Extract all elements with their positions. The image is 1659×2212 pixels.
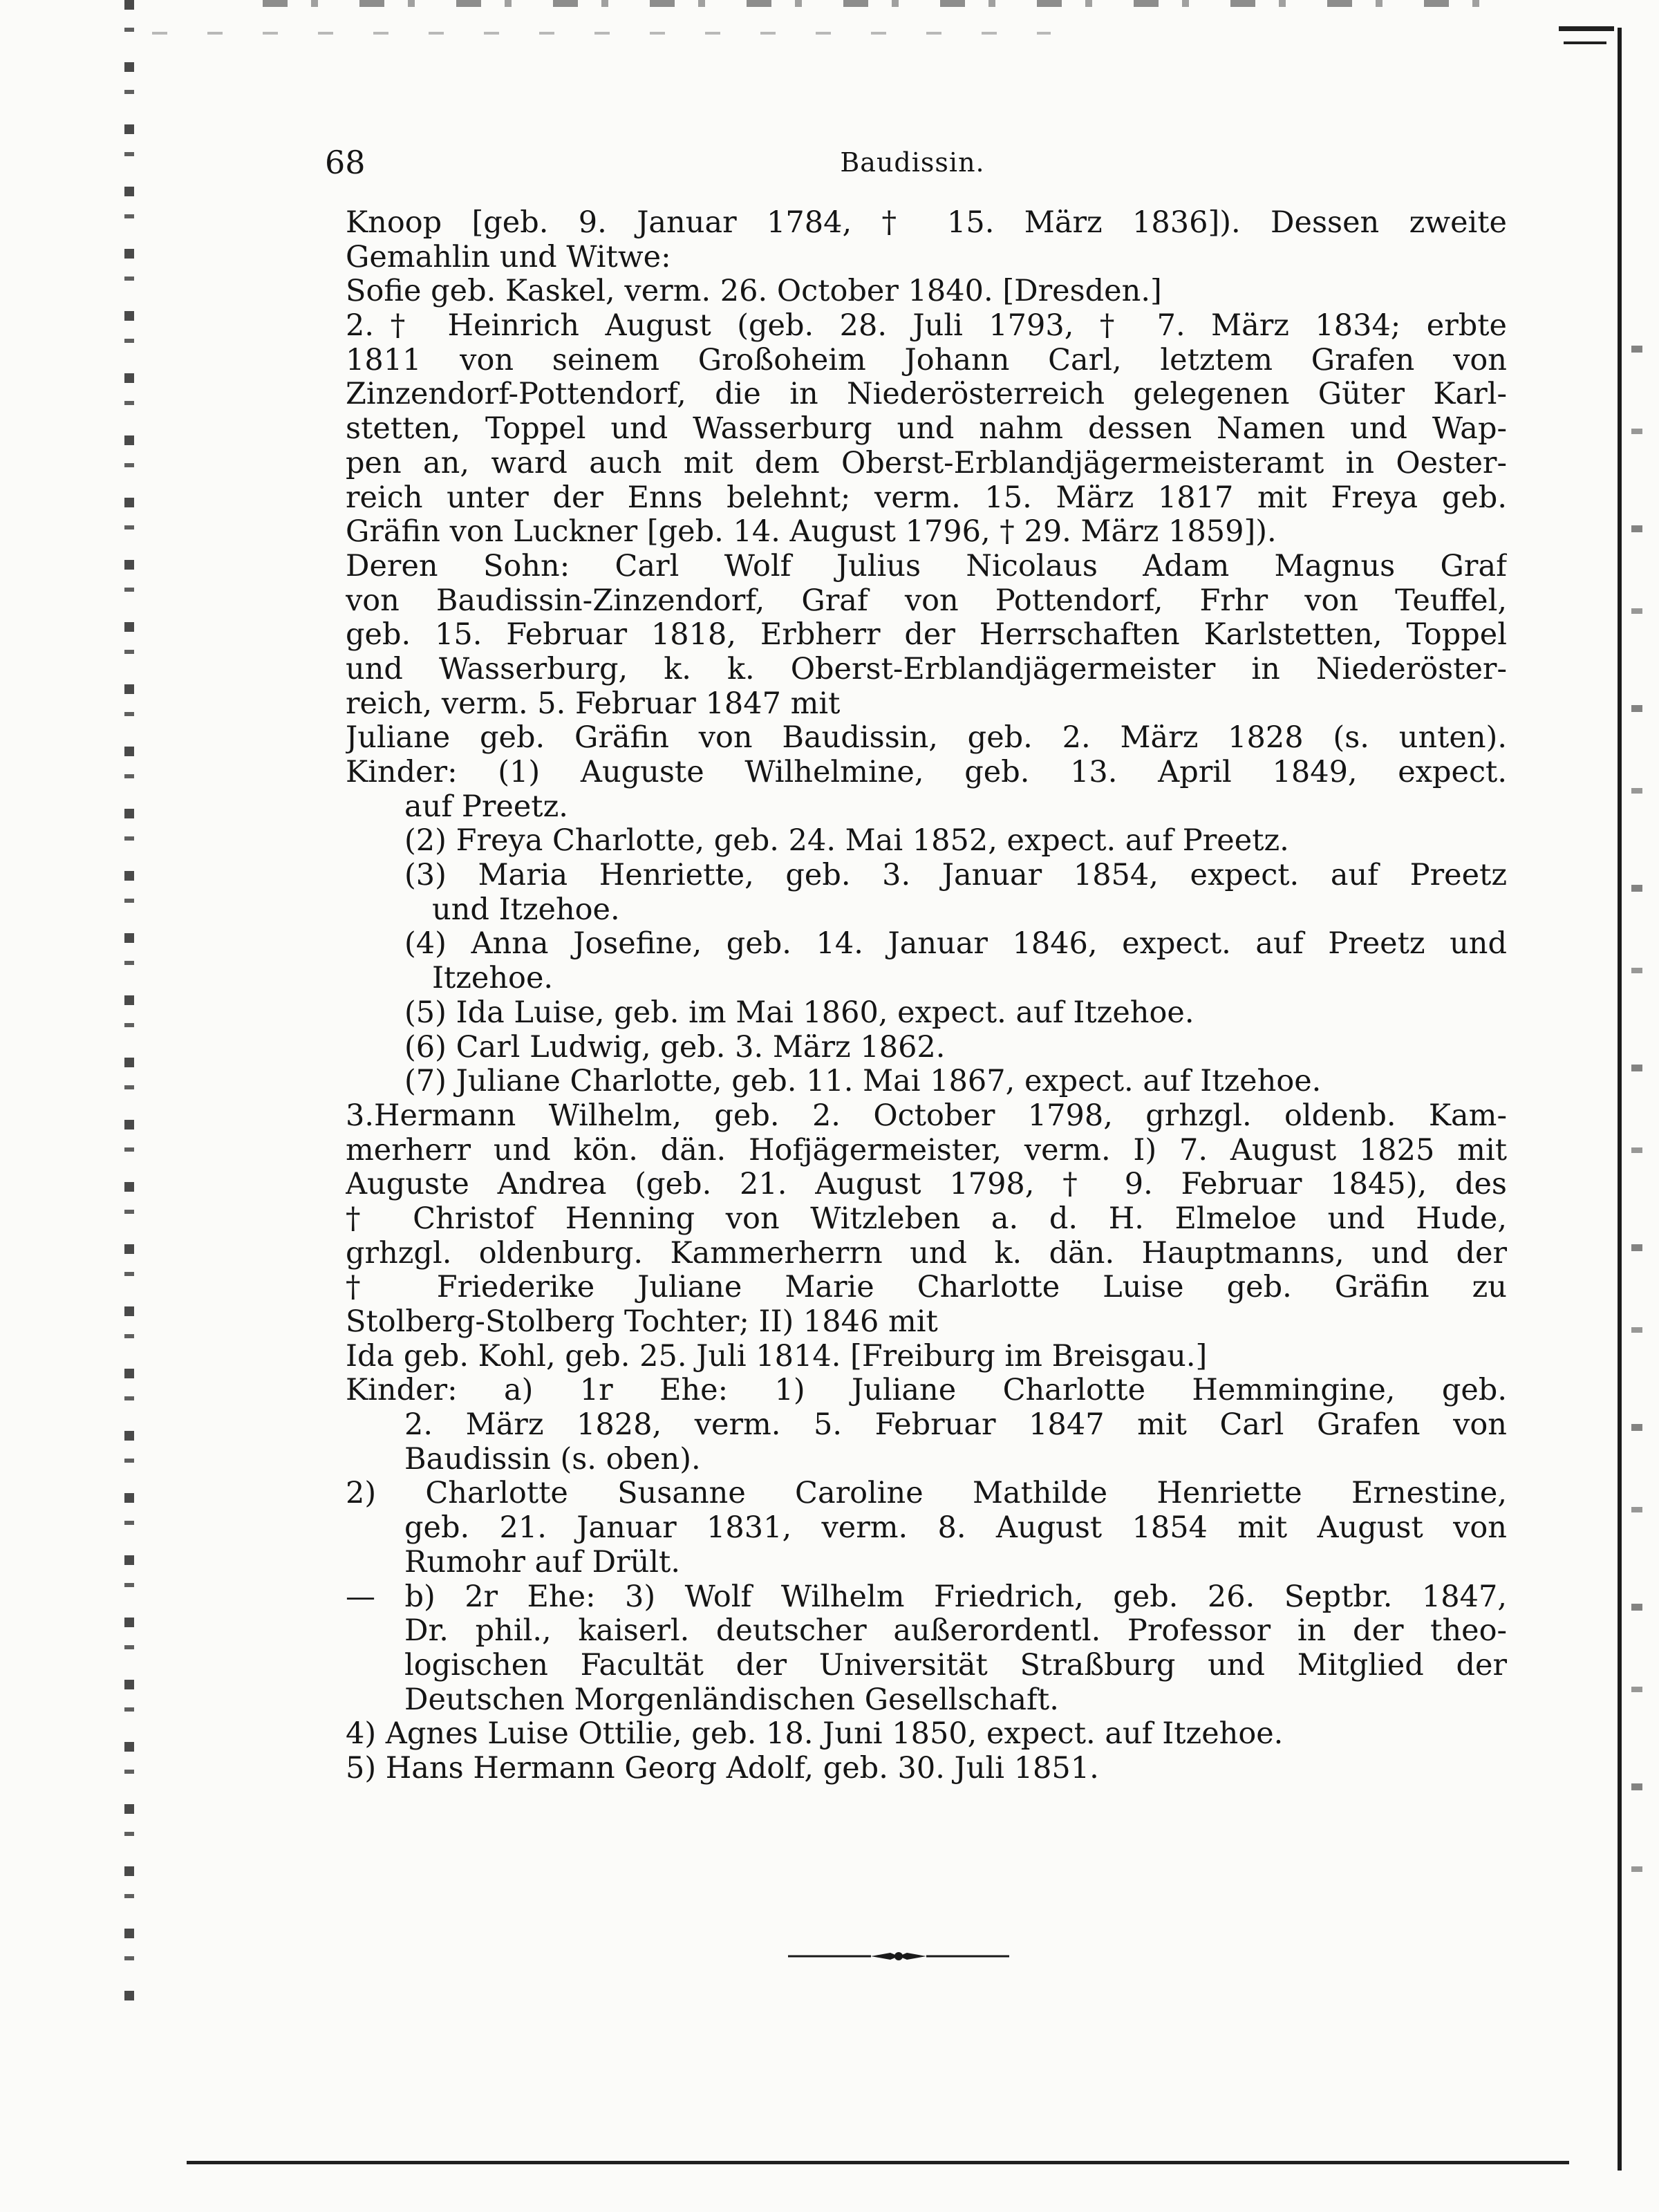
text-line: 1811 von seinem Großoheim Johann Carl, letztem Grafen von [346, 343, 1507, 377]
text-line: † Christof Henning von Witzleben a. d. H. Elmeloe und Hude, [346, 1201, 1507, 1236]
text-line: 4) Agnes Luise Ottilie, geb. 18. Juni 1850, expect. auf Itzehoe. [346, 1717, 1284, 1752]
page-number: 68 [325, 144, 366, 181]
text-line: Itzehoe. [432, 962, 554, 996]
text-line: logischen Facultät der Universität Straßburg und Mitglied der [404, 1648, 1507, 1683]
text-line: merherr und kön. dän. Hofjägermeister, verm. I) 7. August 1825 mit [346, 1133, 1507, 1168]
text-line: 2. März 1828, verm. 5. Februar 1847 mit Carl Grafen von [404, 1408, 1507, 1443]
text-line: und Itzehoe. [432, 892, 620, 927]
text-line: geb. 21. Januar 1831, verm. 8. August 1854 mit August von [404, 1511, 1507, 1546]
text-line: Baudissin (s. oben). [404, 1442, 701, 1477]
text-line: Juliane geb. Gräfin von Baudissin, geb. 2. März 1828 (s. unten). [346, 721, 1507, 756]
text-line: Stolberg-Stolberg Tochter; II) 1846 mit [346, 1305, 938, 1339]
text-line: † Friederike Juliane Marie Charlotte Luise geb. Gräfin zu [346, 1271, 1507, 1305]
scan-edge-bottom [187, 2161, 1569, 2164]
text-line: Gemahlin und Witwe: [346, 240, 671, 274]
text-line: reich unter der Enns belehnt; verm. 15. März 1817 mit Freya geb. [346, 480, 1507, 515]
scan-edge-top [263, 0, 1521, 7]
text-line: 2.† Heinrich August (geb. 28. Juli 1793, † 7. März 1834; erbte [346, 309, 1507, 344]
genealogy-text-block [346, 206, 1507, 1786]
text-line: Ida geb. Kohl, geb. 25. Juli 1814. [Freiburg im Breisgau.] [346, 1339, 1208, 1374]
scan-edge-right-marks [1631, 346, 1642, 1936]
text-line: Deutschen Morgenländischen Gesellschaft. [404, 1683, 1059, 1717]
scan-edge-left [124, 0, 134, 2005]
section-end-ornament [788, 1949, 1009, 1963]
text-line: (3) Maria Henriette, geb. 3. Januar 1854, expect. auf Preetz [404, 859, 1507, 893]
text-line: geb. 15. Februar 1818, Erbherr der Herrschaften Karlstetten, Toppel [346, 618, 1507, 653]
text-line: Dr. phil., kaiserl. deutscher außerordentl. Professor in der theo- [404, 1614, 1507, 1649]
text-line: Zinzendorf-Pottendorf, die in Niederösterreich gelegenen Güter Karl- [346, 377, 1507, 412]
text-line: Kinder: a) 1r Ehe: 1) Juliane Charlotte Hemmingine, geb. [346, 1374, 1507, 1408]
scan-edge-right [1618, 28, 1622, 2171]
text-line: (4) Anna Josefine, geb. 14. Januar 1846, expect. auf Preetz und [404, 927, 1507, 962]
scan-edge-top-faint [152, 32, 1051, 35]
text-line: Sofie geb. Kaskel, verm. 26. October 1840. [Dresden.] [346, 274, 1162, 309]
page-header [325, 142, 1500, 183]
text-line: auf Preetz. [404, 789, 568, 824]
text-line: Knoop [geb. 9. Januar 1784, † 15. März 1836]). Dessen zweite [346, 206, 1507, 240]
corner-mark [1559, 26, 1614, 31]
text-line: Kinder: (1) Auguste Wilhelmine, geb. 13. April 1849, expect. [346, 756, 1507, 789]
text-line: grhzgl. oldenburg. Kammerherrn und k. dän. Hauptmanns, und der [346, 1236, 1507, 1271]
text-line: (2) Freya Charlotte, geb. 24. Mai 1852, expect. auf Preetz. [404, 824, 1289, 859]
running-head: Baudissin. [840, 147, 985, 178]
text-line: Deren Sohn: Carl Wolf Julius Nicolaus Adam Magnus Graf [346, 549, 1507, 583]
text-line: Rumohr auf Drült. [404, 1545, 680, 1580]
text-line: pen an, ward auch mit dem Oberst-Erblandjägermeisteramt in Oester- [346, 446, 1507, 480]
text-line: (5) Ida Luise, geb. im Mai 1860, expect. auf Itzehoe. [404, 995, 1194, 1030]
text-line: (7) Juliane Charlotte, geb. 11. Mai 1867, expect. auf Itzehoe. [404, 1065, 1322, 1099]
text-line: 3.Hermann Wilhelm, geb. 2. October 1798, grhzgl. oldenb. Kam- [346, 1098, 1507, 1133]
text-line: Auguste Andrea (geb. 21. August 1798, † 9. Februar 1845), des [346, 1168, 1507, 1202]
text-line: Gräfin von Luckner [geb. 14. August 1796, † 29. März 1859]). [346, 515, 1277, 550]
text-line: von Baudissin-Zinzendorf, Graf von Pottendorf, Frhr von Teuffel, [346, 583, 1507, 618]
text-line: stetten, Toppel und Wasserburg und nahm dessen Namen und Wap- [346, 412, 1507, 447]
text-line: 5) Hans Hermann Georg Adolf, geb. 30. Juli 1851. [346, 1751, 1099, 1785]
corner-mark-secondary [1564, 41, 1606, 44]
ornament-leaf-right [899, 1953, 926, 1960]
text-line: reich, verm. 5. Februar 1847 mit [346, 686, 841, 721]
text-line: — b) 2r Ehe: 3) Wolf Wilhelm Friedrich, geb. 26. Septbr. 1847, [346, 1580, 1507, 1614]
text-line: und Wasserburg, k. k. Oberst-Erblandjägermeister in Niederöster- [346, 652, 1507, 686]
text-line: 2) Charlotte Susanne Caroline Mathilde Henriette Ernestine, [346, 1477, 1507, 1511]
text-line: (6) Carl Ludwig, geb. 3. März 1862. [404, 1030, 946, 1065]
